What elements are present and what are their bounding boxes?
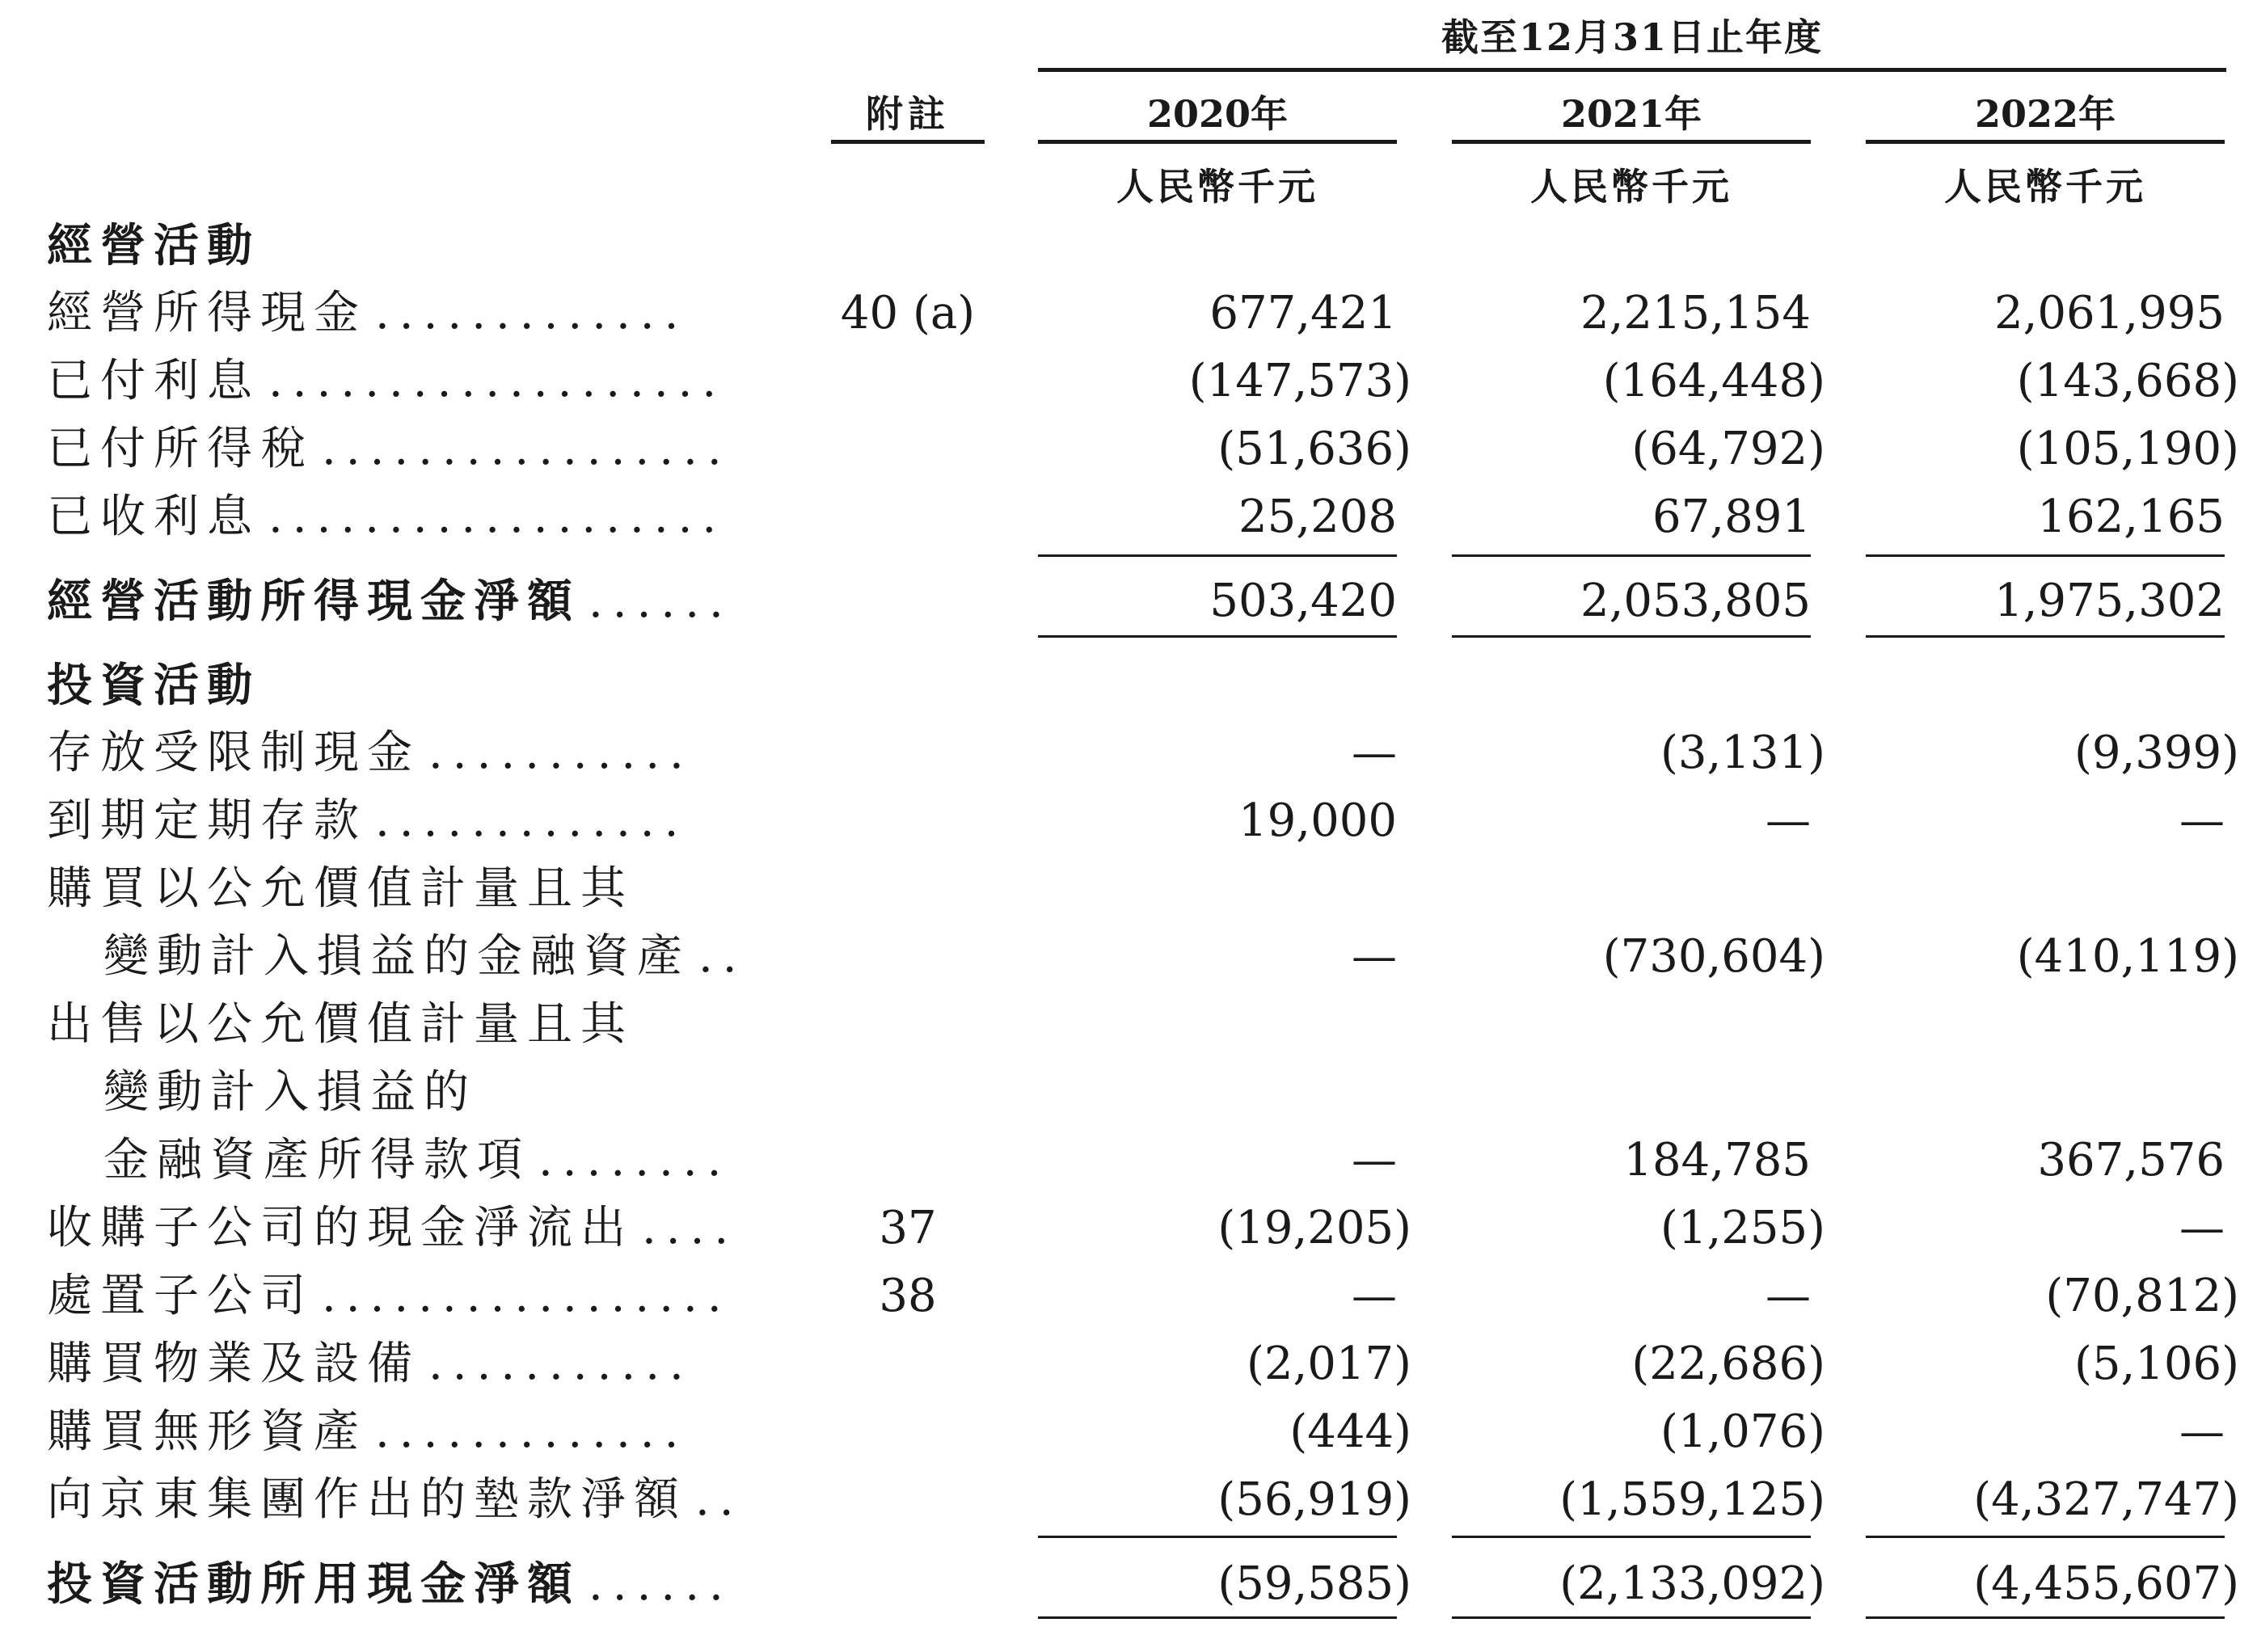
row-label-text: 購買以公允價值計量且其 bbox=[47, 862, 634, 915]
total-rule-2-col2 bbox=[1452, 1616, 1811, 1619]
value-2021: 67,891 bbox=[1652, 491, 1811, 543]
row-label bbox=[47, 567, 774, 636]
value-2021: (64,792) bbox=[1631, 423, 1825, 475]
row-label bbox=[47, 280, 774, 348]
row-label-text: 已付利息 bbox=[47, 355, 260, 407]
value-2022: (5,106) bbox=[2073, 1338, 2239, 1390]
row-label bbox=[47, 1330, 774, 1398]
value-2022: (70,812) bbox=[2045, 1270, 2239, 1322]
leader-dots: .. bbox=[698, 930, 747, 983]
note-ref: 40 (a) bbox=[840, 287, 976, 339]
subtotal-rule-1-col3 bbox=[1866, 554, 2225, 557]
value-2020: (19,205) bbox=[1217, 1202, 1411, 1254]
table-row bbox=[0, 1398, 2257, 1466]
row-label bbox=[47, 651, 774, 719]
row-label bbox=[47, 855, 774, 923]
table-row bbox=[0, 348, 2257, 415]
value-2022: (4,327,747) bbox=[1973, 1473, 2239, 1526]
unit-2022: 人民幣千元 bbox=[1944, 165, 2146, 209]
value-2022: (105,190) bbox=[2016, 423, 2239, 475]
value-2020: (444) bbox=[1289, 1405, 1411, 1458]
row-label-text: 投資活動所用現金淨額 bbox=[47, 1557, 580, 1611]
total-row bbox=[0, 1550, 2257, 1618]
period-rule bbox=[1038, 68, 2226, 72]
section-heading-row bbox=[0, 212, 2257, 280]
value-2022: (143,668) bbox=[2016, 355, 2239, 407]
value-2021: (1,255) bbox=[1660, 1202, 1825, 1254]
leader-dots: ...... bbox=[589, 575, 733, 628]
value-2022: — bbox=[2179, 1202, 2225, 1254]
leader-dots: ............. bbox=[375, 287, 689, 339]
row-label-text: 經營所得現金 bbox=[47, 287, 367, 339]
value-2021: (1,076) bbox=[1660, 1405, 1825, 1458]
leader-dots: ............. bbox=[375, 794, 689, 847]
subtotal-rule-1-col2 bbox=[1452, 554, 1811, 557]
table-row bbox=[0, 1262, 2257, 1330]
value-2020: (2,017) bbox=[1246, 1338, 1411, 1390]
value-2022: (4,455,607) bbox=[1973, 1557, 2239, 1610]
value-2022: (410,119) bbox=[2016, 930, 2239, 983]
unit-2021: 人民幣千元 bbox=[1530, 165, 1732, 209]
row-label bbox=[47, 991, 774, 1059]
table-row bbox=[0, 1059, 2257, 1127]
value-2021: (1,559,125) bbox=[1559, 1473, 1825, 1526]
row-label-text: 經營活動 bbox=[47, 219, 260, 272]
row-label-text: 變動計入損益的金融資產 bbox=[103, 930, 690, 983]
value-2020: 677,421 bbox=[1209, 287, 1397, 339]
row-label-text: 變動計入損益的 bbox=[103, 1066, 477, 1119]
value-2021: (164,448) bbox=[1602, 355, 1825, 407]
value-2021: 184,785 bbox=[1623, 1134, 1811, 1186]
row-label-text: 金融資產所得款項 bbox=[103, 1134, 530, 1186]
value-2020: (51,636) bbox=[1217, 423, 1411, 475]
subtotal-rule-2-col1 bbox=[1038, 1536, 1397, 1538]
unit-2020: 人民幣千元 bbox=[1116, 165, 1318, 209]
total-row bbox=[0, 567, 2257, 635]
row-label bbox=[47, 348, 774, 415]
table-row bbox=[0, 855, 2257, 923]
table-row bbox=[0, 1127, 2257, 1195]
note-ref: 38 bbox=[879, 1270, 937, 1322]
value-2022: 1,975,302 bbox=[1993, 575, 2225, 627]
value-2020: 25,208 bbox=[1238, 491, 1397, 543]
table-row bbox=[0, 923, 2257, 991]
table-row bbox=[0, 483, 2257, 551]
subtotal-rule-2-col3 bbox=[1866, 1536, 2225, 1538]
value-2022: (9,399) bbox=[2073, 727, 2239, 779]
row-label-text: 向京東集團作出的墊款淨額 bbox=[47, 1473, 687, 1526]
value-2020: — bbox=[1352, 1134, 1397, 1186]
total-rule-1-col1 bbox=[1038, 635, 1397, 638]
year-2022-rule bbox=[1866, 140, 2225, 144]
row-label bbox=[47, 1550, 774, 1619]
row-label bbox=[47, 1398, 774, 1466]
value-2020: (56,919) bbox=[1217, 1473, 1411, 1526]
row-label bbox=[47, 719, 774, 787]
table-row bbox=[0, 991, 2257, 1059]
row-label bbox=[47, 415, 774, 483]
value-2020: 503,420 bbox=[1209, 575, 1397, 627]
total-rule-2-col1 bbox=[1038, 1616, 1397, 1619]
table-row bbox=[0, 1466, 2257, 1534]
subtotal-rule-2-col2 bbox=[1452, 1536, 1811, 1538]
year-2021-header: 2021年 bbox=[1560, 92, 1702, 136]
year-2022-header: 2022年 bbox=[1974, 92, 2116, 136]
value-2022: — bbox=[2179, 794, 2225, 847]
value-2022: — bbox=[2179, 1405, 2225, 1458]
leader-dots: ................. bbox=[322, 423, 732, 475]
leader-dots: ........ bbox=[538, 1134, 732, 1186]
row-label bbox=[103, 1059, 831, 1127]
row-label bbox=[47, 483, 774, 551]
table-row bbox=[0, 719, 2257, 787]
table-row bbox=[0, 1330, 2257, 1398]
leader-dots: ................. bbox=[322, 1270, 732, 1322]
total-rule-1-col2 bbox=[1452, 635, 1811, 638]
period-heading: 截至12月31日止年度 bbox=[1441, 15, 1824, 59]
value-2021: (22,686) bbox=[1631, 1338, 1825, 1390]
leader-dots: ........... bbox=[428, 1338, 694, 1390]
value-2022: 2,061,995 bbox=[1993, 287, 2225, 339]
row-label-text: 投資活動 bbox=[47, 659, 260, 712]
row-label-text: 到期定期存款 bbox=[47, 794, 367, 847]
value-2020: (59,585) bbox=[1217, 1557, 1411, 1610]
table-row bbox=[0, 280, 2257, 348]
value-2022: 367,576 bbox=[2037, 1134, 2225, 1186]
total-rule-2-col3 bbox=[1866, 1616, 2225, 1619]
note-ref: 37 bbox=[879, 1202, 937, 1254]
value-2021: (730,604) bbox=[1602, 930, 1825, 983]
value-2021: (2,133,092) bbox=[1559, 1557, 1825, 1610]
row-label-text: 已收利息 bbox=[47, 491, 260, 543]
section-heading-row bbox=[0, 651, 2257, 719]
leader-dots: ........... bbox=[428, 727, 694, 779]
value-2020: (147,573) bbox=[1188, 355, 1411, 407]
value-2020: 19,000 bbox=[1238, 794, 1397, 847]
row-label bbox=[47, 212, 774, 280]
value-2022: 162,165 bbox=[2037, 491, 2225, 543]
leader-dots: .. bbox=[695, 1473, 744, 1526]
value-2020: — bbox=[1352, 727, 1397, 779]
table-row bbox=[0, 1195, 2257, 1262]
value-2021: — bbox=[1766, 794, 1811, 847]
note-header-rule bbox=[831, 140, 985, 144]
total-rule-1-col3 bbox=[1866, 635, 2225, 638]
leader-dots: ............. bbox=[375, 1405, 689, 1458]
value-2020: — bbox=[1352, 1270, 1397, 1322]
value-2021: (3,131) bbox=[1660, 727, 1825, 779]
value-2021: 2,053,805 bbox=[1580, 575, 1811, 627]
value-2020: — bbox=[1352, 930, 1397, 983]
row-label bbox=[47, 1466, 774, 1534]
year-2020-header: 2020年 bbox=[1146, 92, 1289, 136]
table-row bbox=[0, 415, 2257, 483]
row-label-text: 處置子公司 bbox=[47, 1270, 314, 1322]
leader-dots: .... bbox=[642, 1202, 739, 1254]
row-label-text: 已付所得稅 bbox=[47, 423, 314, 475]
row-label-text: 購買物業及設備 bbox=[47, 1338, 420, 1390]
value-2021: — bbox=[1766, 1270, 1811, 1322]
note-column-header: 附註 bbox=[866, 92, 950, 136]
leader-dots: ................... bbox=[268, 355, 727, 407]
row-label-text: 購買無形資產 bbox=[47, 1405, 367, 1458]
row-label-text: 出售以公允價值計量且其 bbox=[47, 998, 634, 1051]
year-2020-rule bbox=[1038, 140, 1397, 144]
subtotal-rule-1-col1 bbox=[1038, 554, 1397, 557]
row-label bbox=[103, 1127, 831, 1195]
leader-dots: ................... bbox=[268, 491, 727, 543]
leader-dots: ...... bbox=[589, 1558, 733, 1611]
table-row bbox=[0, 787, 2257, 855]
year-2021-rule bbox=[1452, 140, 1811, 144]
row-label-text: 存放受限制現金 bbox=[47, 727, 420, 779]
row-label-text: 經營活動所得現金淨額 bbox=[47, 575, 580, 628]
row-label bbox=[47, 787, 774, 855]
row-label bbox=[47, 1262, 774, 1330]
value-2021: 2,215,154 bbox=[1580, 287, 1811, 339]
row-label bbox=[103, 923, 831, 991]
row-label-text: 收購子公司的現金淨流出 bbox=[47, 1202, 634, 1254]
row-label bbox=[47, 1195, 774, 1262]
